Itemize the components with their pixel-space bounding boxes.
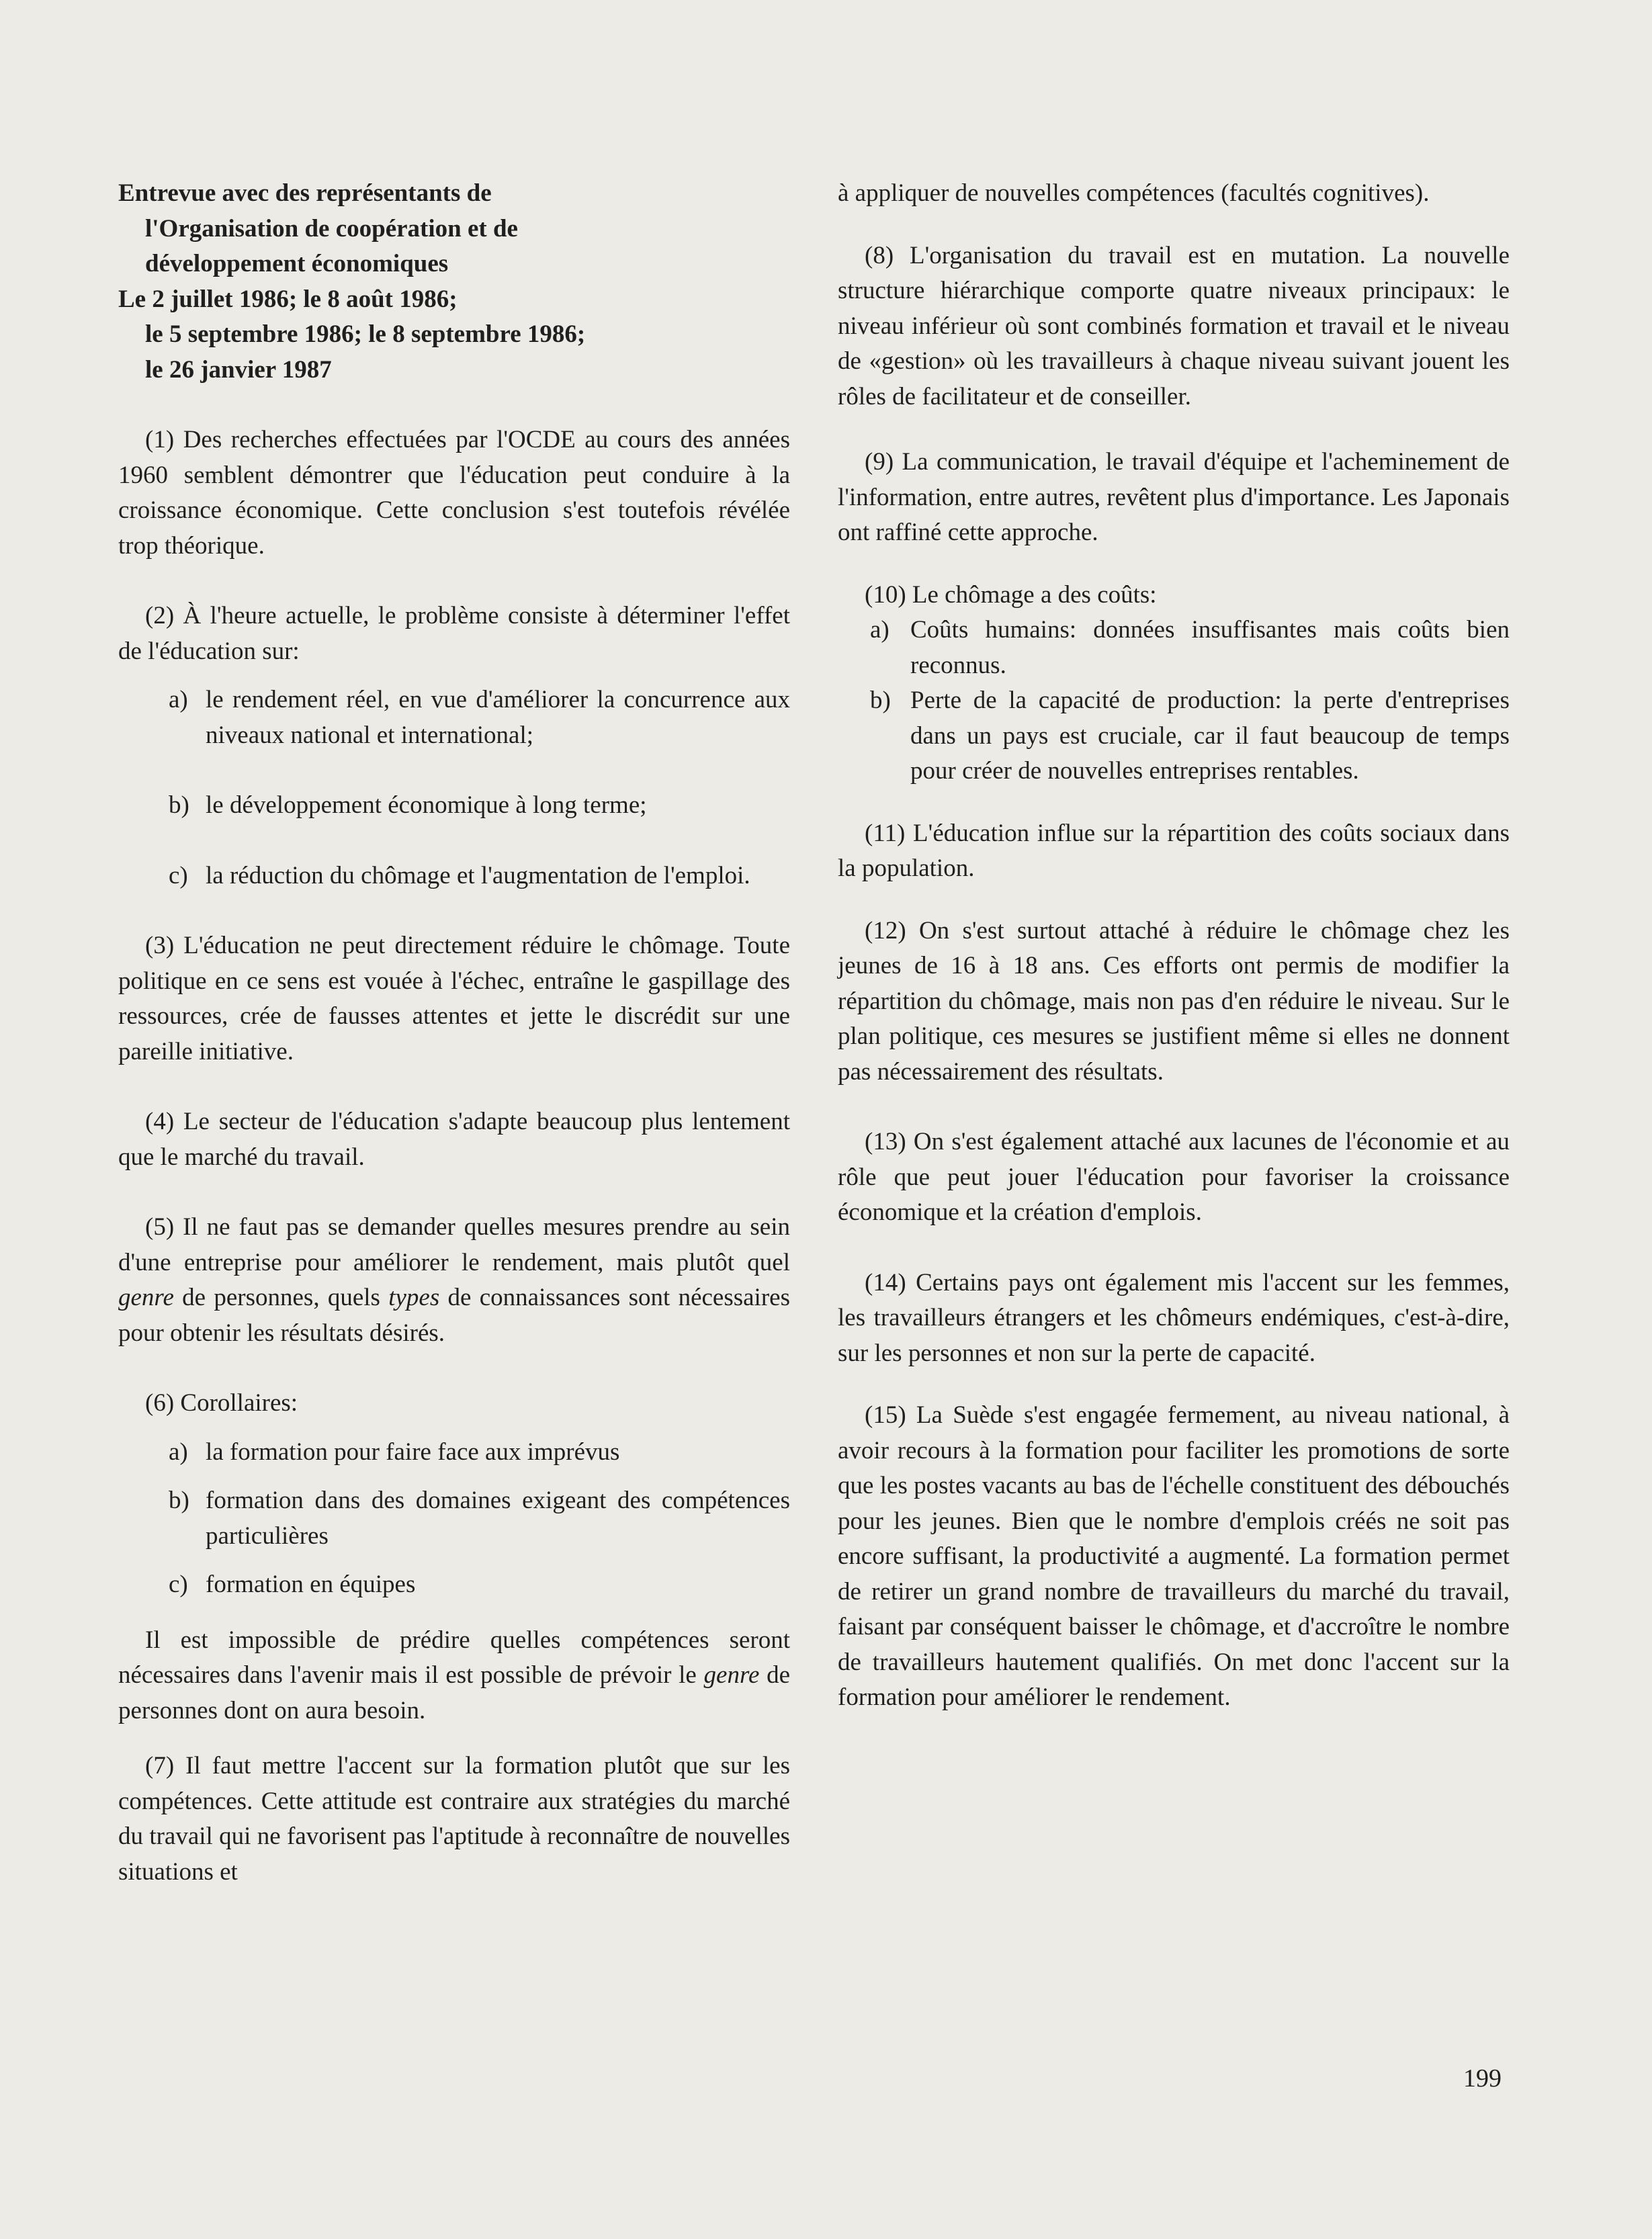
heading-line: le 26 janvier 1987 (145, 355, 332, 384)
paragraph-7: (7) Il faut mettre l'accent sur la formation plutôt que sur les compétences. Cette attitude est contraire aux stratégies du marché du travail qui ne favorisent pas l'aptitude à reconnaître de nouvelles situations et (118, 1752, 790, 1886)
paragraph-8: (8) L'organisation du travail est en mutation. La nouvelle structure hiérarchique comporte quatre niveaux principaux: le niveau inférieur où sont combinés formation et travail et le niveau de «gestion» où les travailleurs à chaque niveau suivant jouent les rôles de facilitateur et de conseiller. (838, 241, 1510, 410)
list-10 (838, 613, 1510, 789)
page-number: 199 (1463, 2064, 1502, 2093)
paragraph-6b: Il est impossible de prédire quelles compétences seront nécessaires dans l'avenir mais il est possible de prévoir le genre de personnes dont on aura besoin. (118, 1626, 790, 1724)
list-item: a) le rendement réel, en vue d'améliorer la concurrence aux niveaux national et international; (169, 686, 790, 749)
right-column (838, 176, 1510, 1751)
heading-line: Entrevue avec des représentants de (118, 179, 492, 207)
interview-heading (118, 176, 790, 388)
list-item: b) Perte de la capacité de production: la perte d'entreprises dans un pays est cruciale, car il faut beaucoup de temps pour créer de nouvelles entreprises rentables. (870, 687, 1510, 785)
left-column (118, 176, 790, 1925)
paragraph-13: (13) On s'est également attaché aux lacunes de l'économie et au rôle que peut jouer l'éducation pour favoriser la croissance économique et la création d'emplois. (838, 1128, 1510, 1226)
paragraph-1: (1) Des recherches effectuées par l'OCDE au cours des années 1960 semblent démontrer que l'éducation peut conduire à la croissance économique. Cette conclusion s'est toutefois révélée trop théorique. (118, 426, 790, 560)
list-item: a) Coûts humains: données insuffisantes mais coûts bien reconnus. (870, 616, 1510, 679)
list-2 (118, 683, 790, 893)
paragraph-7-continued: à appliquer de nouvelles compétences (facultés cognitives). (838, 179, 1430, 207)
heading-line: Le 2 juillet 1986; le 8 août 1986; (118, 285, 458, 313)
heading-line: l'Organisation de coopération et de (145, 214, 518, 243)
list-6 (118, 1435, 790, 1603)
paragraph-12: (12) On s'est surtout attaché à réduire le chômage chez les jeunes de 16 à 18 ans. Ces efforts ont permis de modifier la répartition du chômage, mais non pas d'en réduire le niveau. Sur le plan politique, ces mesures se justifient même si elles ne donnent pas nécessairement des résultats. (838, 916, 1510, 1086)
heading-line: développement économiques (145, 250, 449, 277)
paragraph-15: (15) La Suède s'est engagée fermement, au niveau national, à avoir recours à la formation pour faciliter les promotions de sorte que les postes vacants au bas de l'échelle constituent des débouchés pour les jeunes. Bien que le nombre d'emplois créés ne soit pas encore suffisant, la productivité a augmenté. La formation permet de retirer un grand nombre de travailleurs du marché du travail, faisant par conséquent baisser le chômage, et d'accroître le nombre de travailleurs hautement qualifiés. On met donc l'accent sur la formation pour améliorer le rendement. (838, 1401, 1510, 1711)
paragraph-4: (4) Le secteur de l'éducation s'adapte beaucoup plus lentement que le marché du travail. (118, 1108, 790, 1171)
paragraph-2: (2) À l'heure actuelle, le problème consiste à déterminer l'effet de l'éducation sur: (118, 602, 790, 665)
list-item: b) le développement économique à long terme; (169, 791, 647, 819)
paragraph-6: (6) Corollaires: (145, 1389, 298, 1417)
paragraph-9: (9) La communication, le travail d'équipe et l'acheminement de l'information, entre autres, revêtent plus d'importance. Les Japonais ont raffiné cette approche. (838, 448, 1510, 546)
paragraph-14: (14) Certains pays ont également mis l'accent sur les femmes, les travailleurs étrangers et les chômeurs endémiques, c'est-à-dire, sur les personnes et non sur la perte de capacité. (838, 1268, 1510, 1367)
paragraph-3: (3) L'éducation ne peut directement réduire le chômage. Toute politique en ce sens est vouée à l'échec, entraîne le gaspillage des ressources, crée de fausses attentes et jette le discrédit sur une pareille initiative. (118, 932, 790, 1065)
heading-line: le 5 septembre 1986; le 8 septembre 1986; (145, 320, 586, 348)
paragraph-11: (11) L'éducation influe sur la répartition des coûts sociaux dans la population. (838, 819, 1510, 882)
list-item: c) la réduction du chômage et l'augmentation de l'emploi. (169, 861, 750, 889)
paragraph-10: (10) Le chômage a des coûts: (865, 580, 1157, 609)
paragraph-5: (5) Il ne faut pas se demander quelles mesures prendre au sein d'une entreprise pour améliorer le rendement, mais plutôt quel genre de personnes, quels types de connaissances sont nécessaires pour obtenir les résultats désirés. (118, 1213, 790, 1347)
list-item: b) formation dans des domaines exigeant des compétences particulières (169, 1487, 790, 1550)
list-item: c) formation en équipes (169, 1571, 416, 1598)
list-item: a) la formation pour faire face aux imprévus (169, 1438, 620, 1466)
